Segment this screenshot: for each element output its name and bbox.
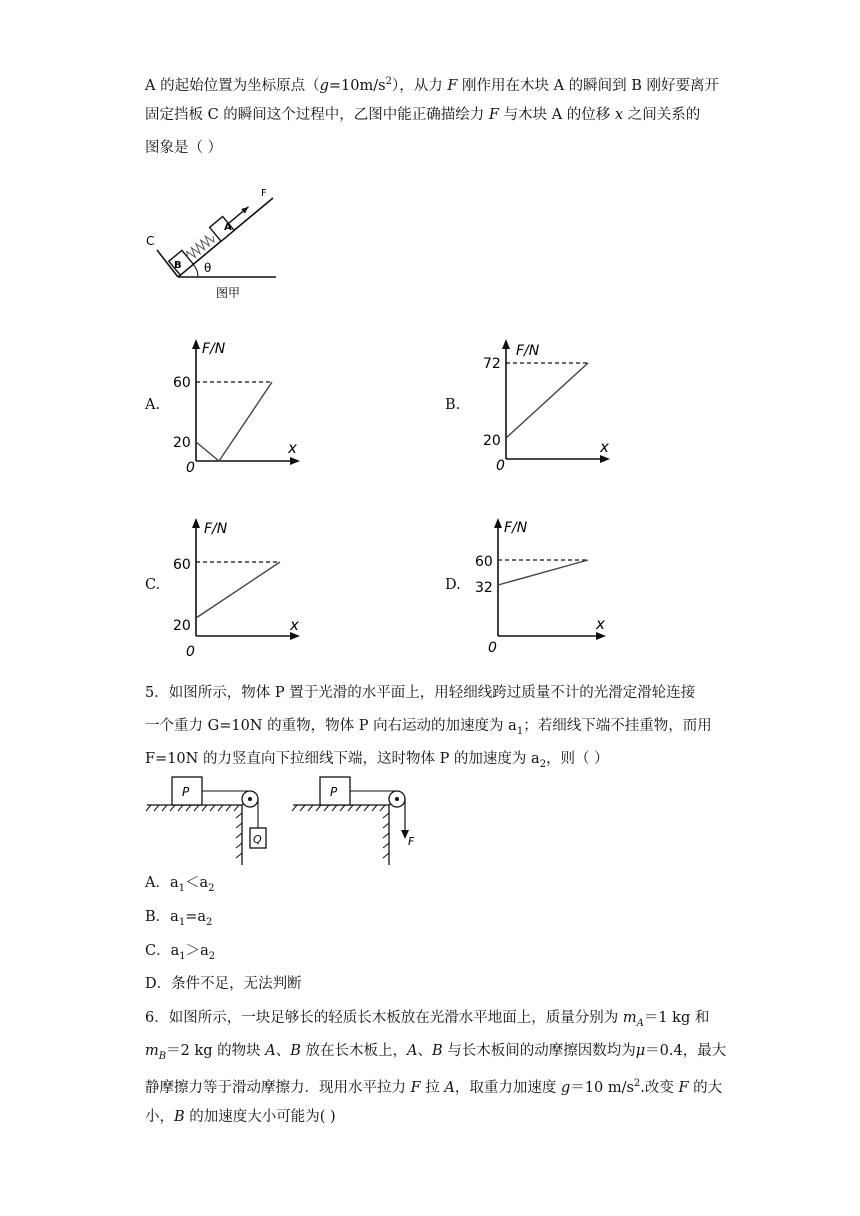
var: g (560, 1079, 571, 1096)
subscript: 1 (179, 950, 186, 962)
graph-B (478, 335, 618, 475)
pulley-axle (248, 797, 252, 801)
text: 之间关系的 (623, 107, 701, 123)
var: A (406, 1043, 418, 1059)
text: 、 (275, 1043, 291, 1059)
var: B (290, 1043, 301, 1059)
text: ＝10 m/s (570, 1079, 634, 1096)
subscript: A (636, 1017, 644, 1029)
pulley-figure (145, 775, 425, 870)
edge-hatch (236, 813, 242, 858)
graph-line (196, 562, 280, 618)
text: 与木块 A 的位移 (498, 107, 615, 123)
q5-stem-line-3 (145, 749, 609, 775)
label-C: C (146, 234, 155, 248)
text: 5．如图所示，物体 P 置于光滑的水平面上，用轻细线跨过质量不计的光滑定滑轮连接 (145, 685, 696, 701)
label-A: A (224, 222, 232, 233)
graph-line (506, 363, 588, 438)
text: ，取重力加速度 (454, 1079, 561, 1096)
table-hatch (146, 805, 239, 811)
q5-stem-line-1 (145, 683, 695, 703)
origin: 0 (186, 460, 195, 476)
text: ＜a (185, 875, 209, 891)
table-hatch-2 (292, 805, 385, 811)
q5-option-A[interactable] (145, 873, 215, 899)
q5-option-C[interactable] (145, 941, 215, 967)
text: ），从力 (391, 77, 448, 94)
superscript: 2 (385, 76, 392, 87)
subscript: 1 (178, 882, 185, 894)
var-x: x (614, 107, 624, 123)
subscript: 2 (205, 916, 213, 928)
text: 一个重力 G=10N 的重物，物体 P 向右运动的加速度为 a (145, 718, 517, 734)
q6-stem-line-4 (145, 1107, 336, 1127)
text: C．a (145, 943, 180, 959)
q6-stem-line-3 (145, 1074, 722, 1098)
text: ＝1 kg 和 (643, 1010, 710, 1026)
origin: 0 (488, 640, 497, 656)
ylabel: F/N (204, 521, 228, 537)
y-arrow (494, 518, 502, 528)
q6-stem-line-2 (145, 1041, 726, 1067)
q4-stem-line-3 (145, 138, 222, 158)
label-F: F (408, 835, 415, 848)
y-arrow (192, 339, 200, 349)
text: 的大 (688, 1079, 723, 1096)
text: 放在长木板上， (300, 1043, 407, 1059)
option-A-label: A. (145, 397, 161, 413)
y-arrow (502, 339, 510, 349)
text: ，则（ ） (546, 751, 609, 767)
incline-figure (140, 180, 290, 305)
tick-low: 20 (173, 435, 191, 451)
var: A (444, 1079, 455, 1096)
xlabel: x (600, 438, 609, 456)
graph-D (470, 512, 610, 662)
text: ；若细线下端不挂重物，而用 (523, 718, 712, 734)
text: 与长木板间的动摩擦因数均为 (442, 1043, 636, 1059)
var: B (431, 1043, 443, 1059)
text: =10m/s (328, 77, 386, 94)
x-arrow (290, 457, 300, 465)
q4-stem-line-1 (145, 72, 719, 96)
var-m: m (622, 1010, 637, 1026)
q6-stem-line-1 (145, 1008, 709, 1034)
option-B-label: B. (445, 397, 461, 413)
subscript: 1 (178, 916, 186, 928)
graph-line (498, 560, 588, 585)
q5-stem-line-2 (145, 716, 712, 742)
text: ＝0.4，最大 (645, 1043, 727, 1059)
text: 小， (145, 1109, 174, 1125)
subscript: 2 (208, 950, 216, 962)
text: =a (185, 909, 206, 925)
tick-top: 60 (475, 554, 493, 570)
var: A (265, 1043, 276, 1059)
text: ＞a (185, 943, 209, 959)
label-theta: θ (204, 261, 212, 275)
pulley-axle-2 (395, 797, 399, 801)
label-F: F (261, 188, 267, 199)
subscript: B (158, 1050, 167, 1062)
text: 、 (417, 1043, 432, 1059)
x-arrow (600, 455, 610, 463)
graph-line (196, 382, 272, 461)
spring (184, 232, 216, 261)
var: F (410, 1079, 421, 1096)
option-D-label: D. (445, 577, 461, 593)
tick-low: 20 (483, 433, 501, 449)
text: 固定挡板 C 的瞬间这个过程中，乙图中能正确描绘力 (145, 107, 489, 123)
text: 图象是（ ） (145, 140, 223, 156)
q4-stem-line-2 (145, 105, 700, 125)
tick-top: 60 (173, 557, 191, 573)
tick-top: 72 (483, 356, 501, 372)
option-C-label: C. (145, 577, 161, 593)
label-Q: Q (253, 833, 262, 846)
text: ＝2 kg 的物块 (166, 1043, 266, 1059)
label-P: P (182, 785, 190, 799)
var-mu: μ (635, 1043, 646, 1059)
xlabel: x (596, 615, 605, 633)
subscript: 1 (516, 725, 524, 737)
var-m: m (145, 1043, 159, 1059)
ylabel: F/N (504, 520, 528, 536)
superscript: 2 (633, 1078, 641, 1089)
x-arrow (596, 632, 606, 640)
xlabel: x (290, 616, 299, 634)
graph-A (168, 335, 308, 475)
subscript: 2 (539, 758, 547, 770)
figure-caption: 图甲 (216, 286, 241, 300)
text: A．a (145, 875, 179, 891)
tick-top: 60 (173, 375, 191, 391)
var-F: F (447, 77, 458, 94)
text: 6．如图所示，一块足够长的轻质长木板放在光滑水平地面上，质量分别为 (145, 1010, 623, 1026)
graph-C (168, 512, 308, 662)
xlabel: x (288, 439, 297, 457)
angle-arc (193, 264, 198, 277)
edge-hatch-2 (383, 813, 389, 858)
label-B: B (174, 260, 182, 271)
label-P-2: P (330, 785, 338, 799)
origin: 0 (186, 644, 195, 660)
tick-low: 32 (475, 580, 493, 596)
ylabel: F/N (516, 343, 540, 359)
var: B (174, 1109, 185, 1125)
text: D．条件不足，无法判断 (145, 976, 302, 992)
text: .改变 (640, 1079, 679, 1096)
q5-option-B[interactable] (145, 907, 212, 933)
text: 刚作用在木块 A 的瞬间到 B 刚好要离开 (457, 77, 720, 94)
text: 的加速度大小可能为( ) (184, 1109, 336, 1125)
ylabel: F/N (202, 341, 226, 357)
var-F: F (488, 107, 499, 123)
y-arrow (192, 518, 200, 528)
text: 静摩擦力等于滑动摩擦力．现用水平拉力 (145, 1079, 411, 1096)
text: F=10N 的力竖直向下拉细线下端，这时物体 P 的加速度为 a (145, 751, 540, 767)
subscript: 2 (208, 882, 215, 894)
text: A 的起始位置为坐标原点（ (145, 77, 320, 94)
tick-low: 20 (173, 618, 191, 634)
text: 拉 (420, 1079, 445, 1096)
var-g: g (319, 77, 329, 94)
var: F (678, 1079, 689, 1096)
text: B．a (145, 909, 179, 925)
q5-option-D[interactable] (145, 974, 302, 994)
origin: 0 (496, 458, 505, 474)
